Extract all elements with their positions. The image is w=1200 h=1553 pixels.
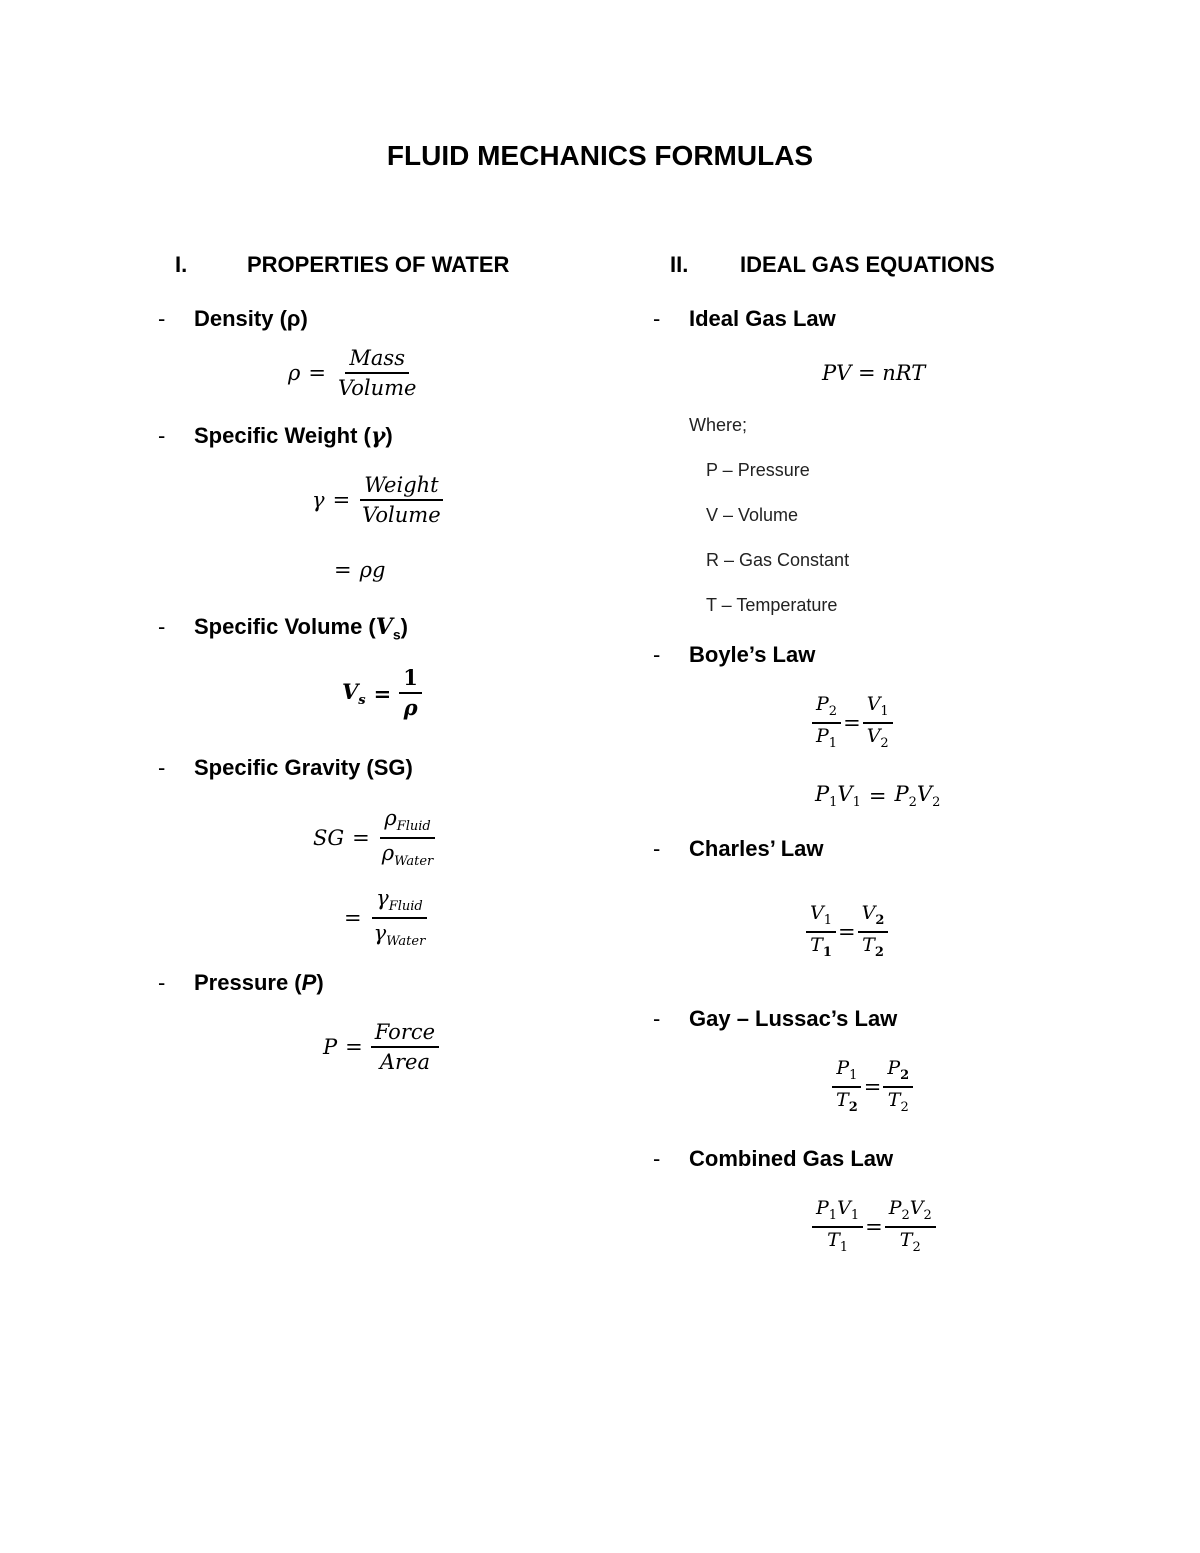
section-title: PROPERTIES OF WATER xyxy=(247,252,510,277)
formula-ideal-gas xyxy=(822,361,925,385)
equals-sign: = xyxy=(838,919,856,944)
item-label: Boyle’s Law xyxy=(689,642,816,667)
fraction xyxy=(883,1058,913,1115)
formula-boyles-product xyxy=(815,782,940,810)
formula-specific-gravity xyxy=(313,806,437,870)
numerator: $P_2$ xyxy=(883,1058,913,1088)
fraction xyxy=(832,1058,862,1115)
symbol-vs: V xyxy=(375,614,393,640)
equals-sign: = xyxy=(334,558,352,582)
item-label: Specific Gravity (SG) xyxy=(194,755,413,780)
subscript-fluid: Fluid xyxy=(388,899,423,915)
formula-rhs: ρg xyxy=(359,558,386,582)
numerator: Mass xyxy=(345,346,409,374)
equals-sign: = xyxy=(373,680,392,706)
item-label: Combined Gas Law xyxy=(689,1146,894,1171)
numerator: Force xyxy=(371,1020,439,1048)
fraction xyxy=(378,806,437,870)
denominator xyxy=(378,839,437,870)
formula-boyles-ratio xyxy=(812,694,893,751)
item-label: Ideal Gas Law xyxy=(689,306,836,331)
equals-sign: = xyxy=(344,906,362,931)
bullet-dash: - xyxy=(158,970,166,995)
formula-specific-gravity-alt xyxy=(336,886,429,950)
subscript-fluid: Fluid xyxy=(396,819,431,835)
equals-sign: = xyxy=(352,826,370,851)
item-label: Density (ρ) xyxy=(194,306,308,331)
bullet-dash: - xyxy=(653,306,661,331)
numerator: $V_1$ xyxy=(863,694,893,724)
formula-density xyxy=(288,346,420,400)
bullet-dash: - xyxy=(158,614,166,639)
symbol-p: P xyxy=(301,970,317,995)
denominator: Volume xyxy=(337,376,417,401)
fraction xyxy=(370,886,430,950)
rho-symbol: ρ xyxy=(384,806,397,830)
section-number: II. xyxy=(670,252,689,277)
numerator xyxy=(380,806,434,839)
formula-lhs: SG xyxy=(313,826,345,851)
denominator: $T_2$ xyxy=(887,1088,909,1115)
lhs-symbol: V xyxy=(342,678,359,704)
section-number: I. xyxy=(175,252,188,277)
denominator: $V_2$ xyxy=(866,724,889,751)
fraction xyxy=(371,1020,439,1074)
fraction xyxy=(399,666,422,720)
gamma-symbol: γ xyxy=(373,921,387,946)
numerator xyxy=(372,886,427,919)
equals-sign: = xyxy=(863,1074,882,1099)
fraction xyxy=(812,694,841,751)
bullet-dash: - xyxy=(653,1146,661,1171)
formula-pressure xyxy=(323,1020,439,1074)
symbol-subscript: s xyxy=(392,626,401,643)
item-label: Specific Volume ( xyxy=(194,614,376,639)
denominator: $T_2$ xyxy=(836,1088,858,1115)
legend-volume: V – Volume xyxy=(706,505,799,525)
formula-combined xyxy=(812,1198,936,1255)
formula-specific-weight xyxy=(312,473,445,527)
formula-specific-volume xyxy=(342,666,422,720)
paren-close: ) xyxy=(400,614,408,639)
section-title: IDEAL GAS EQUATIONS xyxy=(740,252,995,277)
lhs-subscript: s xyxy=(358,692,366,708)
product-right: $P_2V_2$ xyxy=(894,782,941,811)
equals-sign: = xyxy=(332,488,351,513)
formula-lhs: ρ xyxy=(288,361,301,386)
bullet-dash: - xyxy=(158,306,166,331)
item-label: Gay – Lussac’s Law xyxy=(689,1006,898,1031)
equals-sign: = xyxy=(865,1214,883,1239)
formula-lhs: γ xyxy=(312,488,325,513)
formula-charles xyxy=(806,903,888,960)
item-label: Charles’ Law xyxy=(689,836,824,861)
page-title: FLUID MECHANICS FORMULAS xyxy=(386,140,814,171)
numerator: Weight xyxy=(360,473,442,501)
formula-lhs: P xyxy=(323,1035,338,1060)
gamma-symbol: γ xyxy=(376,886,389,910)
denominator: $T_2$ xyxy=(899,1228,921,1255)
fraction xyxy=(806,903,836,960)
subscript-water: Water xyxy=(394,854,434,870)
denominator: Area xyxy=(379,1050,430,1075)
legend-temperature: T – Temperature xyxy=(706,595,838,615)
bullet-dash: - xyxy=(653,836,661,861)
formula-specific-weight-alt xyxy=(326,558,385,582)
fraction xyxy=(334,346,420,400)
denominator: $T_1$ xyxy=(827,1228,849,1255)
numerator: $P_1$ xyxy=(832,1058,861,1088)
denominator: ρ xyxy=(403,695,418,721)
subscript-water: Water xyxy=(386,934,426,950)
fraction xyxy=(885,1198,936,1255)
equals-sign: = xyxy=(868,784,887,809)
bullet-dash: - xyxy=(158,423,166,448)
legend-pressure: P – Pressure xyxy=(706,460,810,480)
numerator: $P_1V_1$ xyxy=(812,1198,863,1228)
numerator: $V_1$ xyxy=(806,903,836,933)
denominator: $T_1$ xyxy=(810,933,832,960)
formula-text: PV = nRT xyxy=(822,361,926,385)
bullet-dash: - xyxy=(158,755,166,780)
fraction xyxy=(358,473,444,527)
bullet-dash: - xyxy=(653,642,661,667)
denominator: Volume xyxy=(362,503,441,528)
symbol-gamma: γ xyxy=(370,423,386,449)
fraction xyxy=(863,694,893,751)
formula-gay-lussac xyxy=(832,1058,913,1115)
equals-sign: = xyxy=(345,1035,363,1060)
paren-close: ) xyxy=(385,423,393,448)
numerator: $V_2$ xyxy=(858,903,889,933)
numerator: 1 xyxy=(399,666,422,694)
fraction xyxy=(812,1198,863,1255)
denominator xyxy=(370,919,430,950)
bullet-dash: - xyxy=(653,1006,661,1031)
formula-lhs xyxy=(342,679,366,708)
item-label: Pressure ( xyxy=(194,970,302,995)
numerator: $P_2$ xyxy=(812,694,841,724)
where-label: Where; xyxy=(689,415,748,435)
denominator: $P_1$ xyxy=(816,724,838,751)
paren-close: ) xyxy=(316,970,324,995)
rho-symbol: ρ xyxy=(381,841,395,866)
product-left: $P_1V_1$ xyxy=(815,782,861,811)
legend-gas-constant: R – Gas Constant xyxy=(706,550,850,570)
equals-sign: = xyxy=(308,361,326,386)
item-label: Specific Weight ( xyxy=(194,423,371,448)
denominator: $T_2$ xyxy=(862,933,884,960)
fraction xyxy=(858,903,889,960)
equals-sign: = xyxy=(843,710,861,735)
numerator: $P_2V_2$ xyxy=(885,1198,936,1228)
